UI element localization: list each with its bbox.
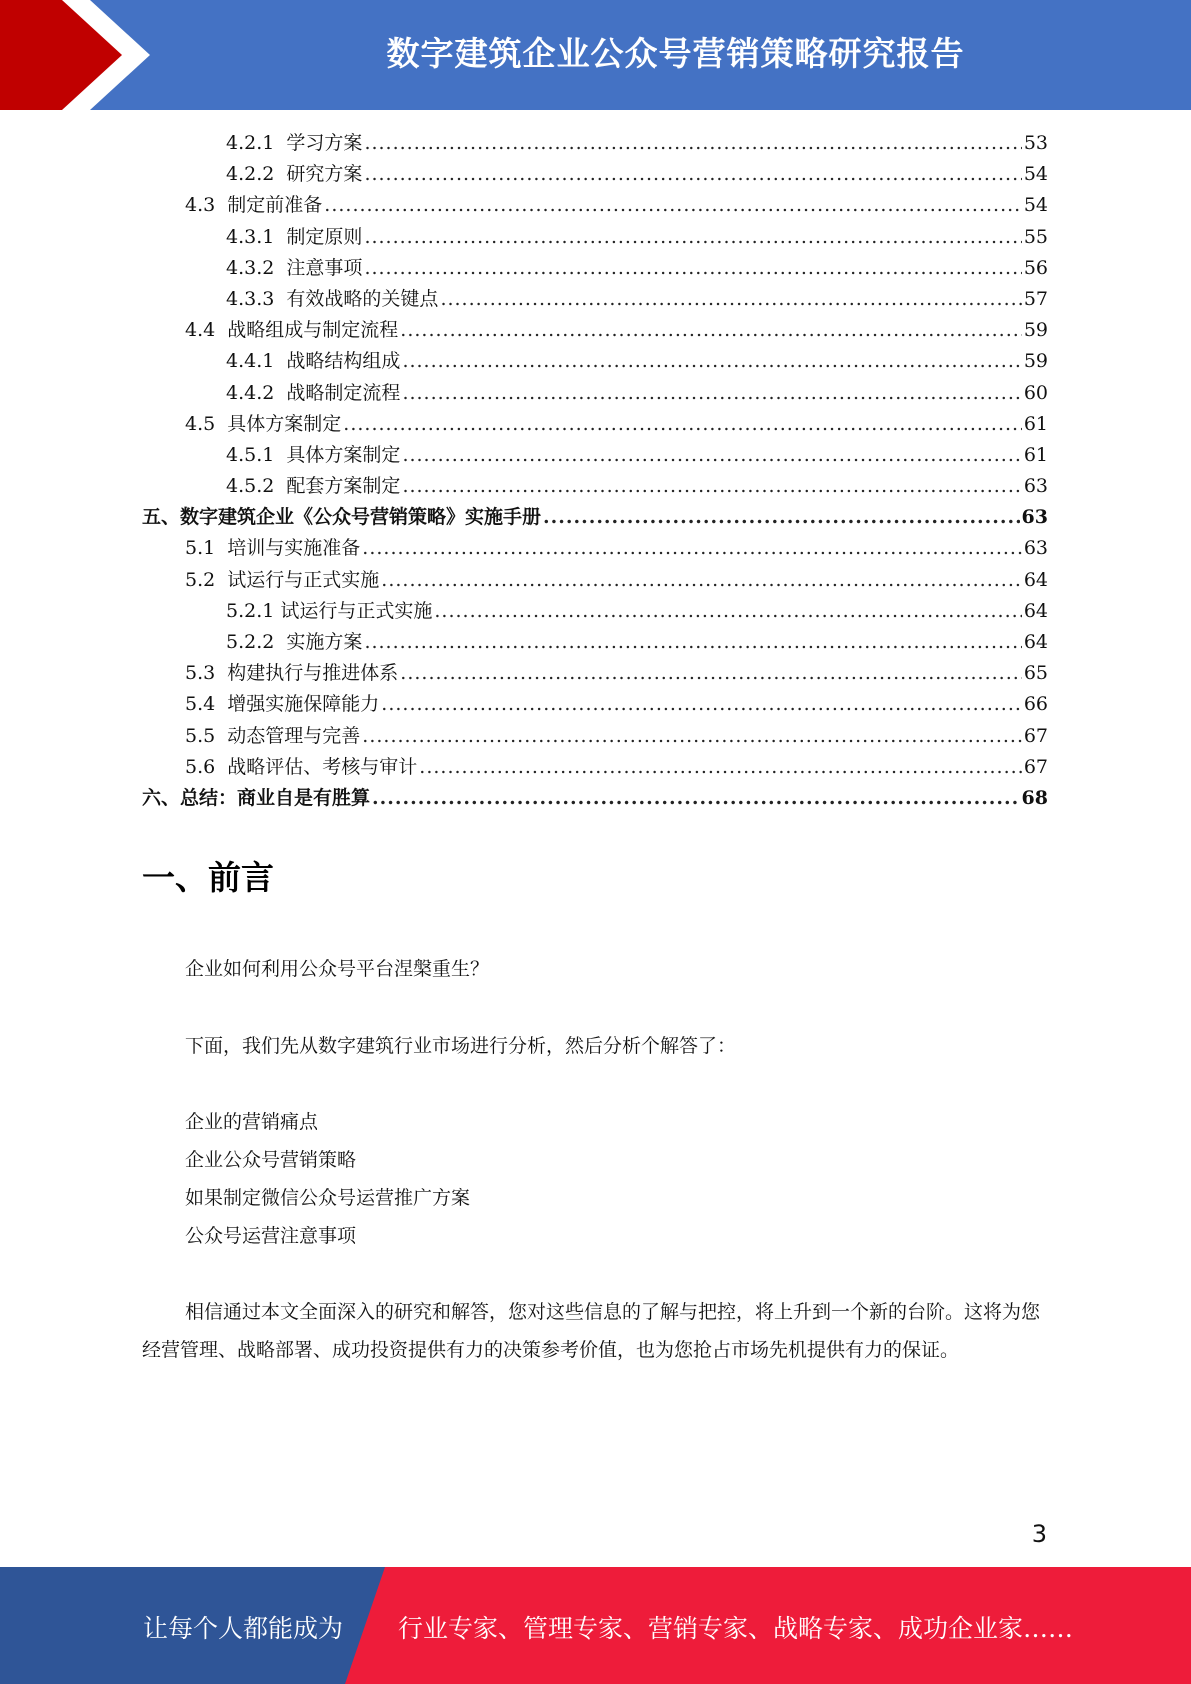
toc-entry-label: 4.5.2 配套方案制定 bbox=[226, 475, 401, 498]
toc-entry[interactable] bbox=[142, 752, 1048, 783]
toc-leader-dots bbox=[372, 783, 1020, 814]
toc-entry[interactable] bbox=[142, 409, 1048, 440]
toc-entry-page: 63 bbox=[1023, 537, 1048, 560]
list-item: 公众号运营注意事项 bbox=[185, 1225, 357, 1247]
toc-entry-page: 63 bbox=[1023, 475, 1048, 498]
toc-entry-label: 4.3.2 注意事项 bbox=[226, 256, 363, 279]
paragraph-conclusion: 相信通过本文全面深入的研究和解答，您对这些信息的了解与把控，将上升到一个新的台阶。这将为您经营管理、战略部署、成功投资提供有力的决策参考价值，也为您抢占市场先机提供有力的保证。 bbox=[142, 1301, 1041, 1361]
page-header bbox=[0, 0, 1191, 110]
toc-entry[interactable] bbox=[142, 128, 1048, 159]
toc-leader-dots bbox=[402, 378, 1021, 409]
toc-leader-dots bbox=[364, 222, 1021, 253]
toc-entry[interactable] bbox=[142, 346, 1048, 377]
toc-entry-label: 5.4 增强实施保障能力 bbox=[185, 693, 380, 716]
toc-entry-label: 4.5 具体方案制定 bbox=[185, 412, 342, 435]
footer-slogan-right: 行业专家、管理专家、营销专家、战略专家、成功企业家…… bbox=[398, 1614, 1074, 1643]
toc-leader-dots bbox=[364, 627, 1021, 658]
toc-leader-dots bbox=[362, 721, 1022, 752]
toc-entry-page: 57 bbox=[1023, 287, 1048, 310]
toc-entry-page: 61 bbox=[1023, 412, 1048, 435]
toc-entry-page: 65 bbox=[1023, 662, 1048, 685]
paragraph-intro: 下面，我们先从数字建筑行业市场进行分析，然后分析个解答了： bbox=[185, 1035, 737, 1057]
toc-entry-label: 5.2.2 实施方案 bbox=[226, 631, 363, 653]
toc-leader-dots bbox=[400, 658, 1022, 689]
toc-leader-dots bbox=[381, 565, 1022, 596]
toc-entry-page: 59 bbox=[1023, 319, 1048, 342]
toc-leader-dots bbox=[364, 253, 1021, 284]
toc-entry[interactable] bbox=[142, 627, 1048, 658]
toc-entry-page: 67 bbox=[1023, 755, 1048, 778]
toc-entry[interactable] bbox=[142, 222, 1048, 253]
toc-entry-label: 5.3 构建执行与推进体系 bbox=[185, 662, 399, 685]
toc-entry-label: 六、总结：商业自是有胜算 bbox=[142, 786, 371, 809]
toc-leader-dots bbox=[440, 284, 1021, 315]
list-item: 企业公众号营销策略 bbox=[185, 1149, 357, 1171]
table-of-contents bbox=[142, 128, 1048, 814]
toc-entry-label: 4.3.3 有效战略的关键点 bbox=[226, 287, 439, 310]
toc-entry-label: 4.4.2 战略制定流程 bbox=[226, 381, 401, 404]
section-heading: 一、前言 bbox=[142, 858, 274, 897]
toc-entry-label: 4.5.1 具体方案制定 bbox=[226, 443, 401, 466]
toc-entry[interactable] bbox=[142, 783, 1048, 814]
toc-leader-dots bbox=[402, 471, 1021, 502]
toc-entry-label: 5.5 动态管理与完善 bbox=[185, 724, 361, 747]
toc-entry-page: 55 bbox=[1023, 225, 1048, 248]
toc-leader-dots bbox=[362, 533, 1022, 564]
toc-leader-dots bbox=[543, 502, 1020, 533]
toc-entry[interactable] bbox=[142, 253, 1048, 284]
toc-entry-page: 56 bbox=[1023, 256, 1048, 279]
toc-entry[interactable] bbox=[142, 284, 1048, 315]
toc-leader-dots bbox=[434, 596, 1021, 627]
toc-leader-dots bbox=[381, 689, 1022, 720]
toc-entry-page: 66 bbox=[1023, 693, 1048, 716]
toc-entry-page: 68 bbox=[1021, 786, 1048, 809]
toc-entry-page: 63 bbox=[1021, 506, 1048, 529]
toc-entry[interactable] bbox=[142, 159, 1048, 190]
toc-entry[interactable] bbox=[142, 689, 1048, 720]
toc-leader-dots bbox=[419, 752, 1022, 783]
toc-leader-dots bbox=[402, 440, 1021, 471]
toc-entry-label: 4.2.1 学习方案 bbox=[226, 132, 363, 154]
list-item: 如果制定微信公众号运营推广方案 bbox=[185, 1187, 471, 1209]
toc-entry-label: 5.2 试运行与正式实施 bbox=[185, 568, 380, 591]
header-title: 数字建筑企业公众号营销策略研究报告 bbox=[386, 34, 965, 73]
toc-entry-label: 4.2.2 研究方案 bbox=[226, 163, 363, 186]
toc-entry[interactable] bbox=[142, 658, 1048, 689]
toc-entry-label: 5.1 培训与实施准备 bbox=[185, 537, 361, 560]
toc-entry-label: 五、数字建筑企业《公众号营销策略》实施手册 bbox=[142, 506, 542, 529]
toc-entry-page: 54 bbox=[1023, 194, 1048, 217]
paragraph-question: 企业如何利用公众号平台涅槃重生？ bbox=[185, 958, 490, 980]
footer-slogan-left: 让每个人都能成为 bbox=[143, 1614, 344, 1643]
toc-entry-page: 67 bbox=[1023, 724, 1048, 747]
toc-entry[interactable] bbox=[142, 596, 1048, 627]
toc-entry-page: 54 bbox=[1023, 163, 1048, 186]
toc-entry-page: 64 bbox=[1023, 568, 1048, 591]
toc-entry[interactable] bbox=[142, 471, 1048, 502]
header-arrow-decoration bbox=[0, 0, 200, 110]
toc-entry-page: 61 bbox=[1023, 443, 1048, 466]
toc-entry[interactable] bbox=[142, 533, 1048, 564]
toc-entry[interactable] bbox=[142, 378, 1048, 409]
toc-entry[interactable] bbox=[142, 190, 1048, 221]
page-footer bbox=[0, 1567, 1191, 1684]
toc-entry-label: 4.4 战略组成与制定流程 bbox=[185, 319, 399, 342]
toc-entry-label: 4.3 制定前准备 bbox=[185, 194, 323, 217]
toc-entry-page: 64 bbox=[1023, 599, 1048, 622]
toc-leader-dots bbox=[364, 128, 1021, 159]
toc-entry-page: 53 bbox=[1023, 132, 1048, 154]
toc-entry-page: 59 bbox=[1023, 350, 1048, 373]
toc-leader-dots bbox=[324, 190, 1022, 221]
toc-entry-label: 4.3.1 制定原则 bbox=[226, 225, 363, 248]
toc-entry[interactable] bbox=[142, 440, 1048, 471]
list-item: 企业的营销痛点 bbox=[185, 1111, 319, 1133]
toc-leader-dots bbox=[343, 409, 1022, 440]
toc-entry[interactable] bbox=[142, 502, 1048, 533]
toc-leader-dots bbox=[364, 159, 1021, 190]
toc-leader-dots bbox=[400, 315, 1022, 346]
toc-entry[interactable] bbox=[142, 315, 1048, 346]
toc-entry[interactable] bbox=[142, 721, 1048, 752]
toc-entry-label: 4.4.1 战略结构组成 bbox=[226, 350, 401, 373]
toc-entry-page: 64 bbox=[1023, 631, 1048, 653]
toc-leader-dots bbox=[402, 346, 1021, 377]
toc-entry[interactable] bbox=[142, 565, 1048, 596]
toc-entry-label: 5.2.1 试运行与正式实施 bbox=[226, 599, 433, 622]
page-number: 3 bbox=[1031, 1520, 1047, 1548]
toc-entry-page: 60 bbox=[1023, 381, 1048, 404]
toc-entry-label: 5.6 战略评估、考核与审计 bbox=[185, 755, 418, 778]
